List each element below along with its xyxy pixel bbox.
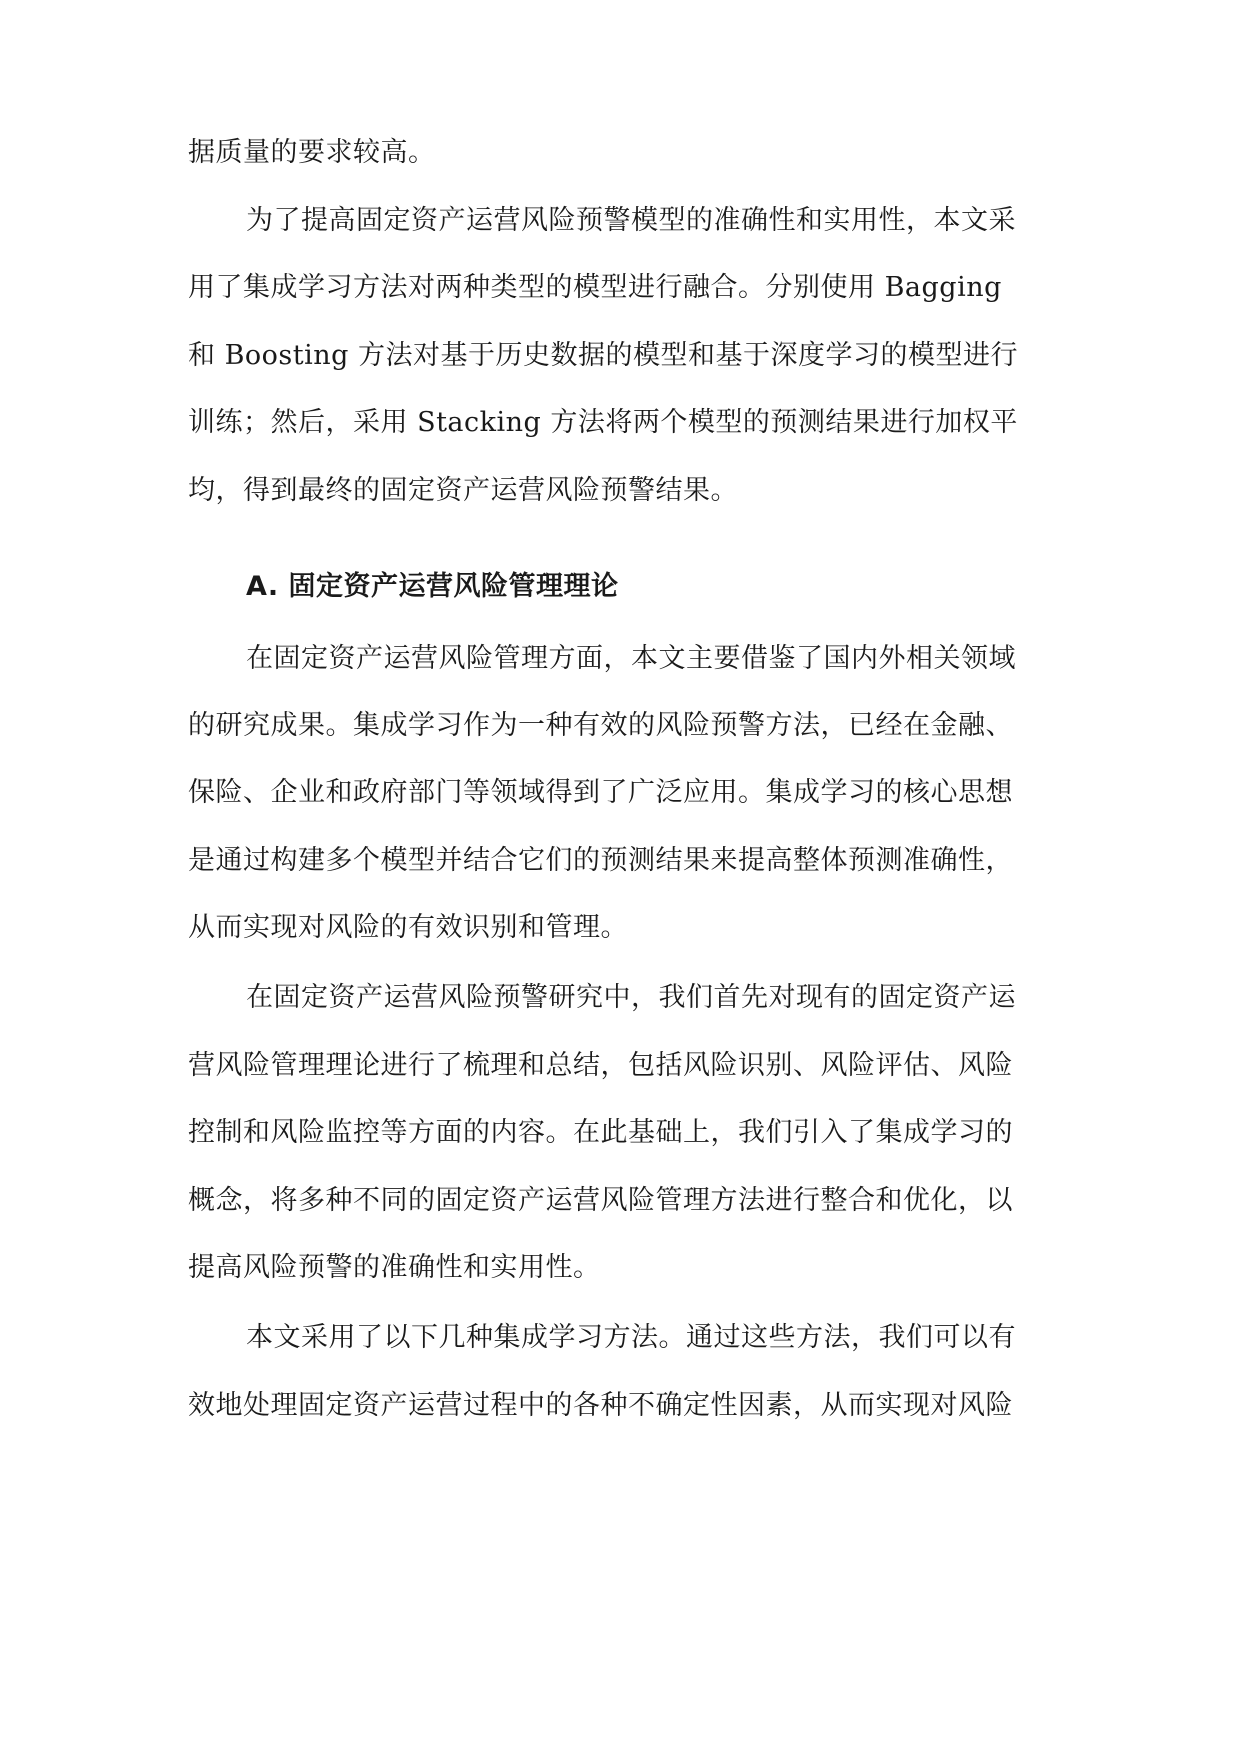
text-line: 保险、企业和政府部门等领域得到了广泛应用。集成学习的核心思想: [188, 777, 1013, 808]
text-line: 控制和风险监控等方面的内容。在此基础上，我们引入了集成学习的: [188, 1117, 1013, 1148]
text-line: 从而实现对风险的有效识别和管理。: [188, 912, 628, 943]
text-line: 在固定资产运营风险管理方面，本文主要借鉴了国内外相关领域: [246, 643, 1016, 674]
text-line: 提高风险预警的准确性和实用性。: [188, 1252, 601, 1283]
text-line: 和 Boosting 方法对基于历史数据的模型和基于深度学习的模型进行: [188, 340, 1019, 371]
section-heading: A. 固定资产运营风险管理理论: [246, 571, 619, 602]
text-line: 训练；然后，采用 Stacking 方法将两个模型的预测结果进行加权平: [188, 407, 1018, 438]
text-line: 为了提高固定资产运营风险预警模型的准确性和实用性，本文采: [246, 205, 1016, 236]
text-line: 概念，将多种不同的固定资产运营风险管理方法进行整合和优化，以: [188, 1185, 1013, 1216]
text-line: 均，得到最终的固定资产运营风险预警结果。: [188, 475, 738, 506]
text-line: 营风险管理理论进行了梳理和总结，包括风险识别、风险评估、风险: [188, 1050, 1013, 1081]
text-line: 是通过构建多个模型并结合它们的预测结果来提高整体预测准确性，: [188, 845, 1013, 876]
text-line: 在固定资产运营风险预警研究中，我们首先对现有的固定资产运: [246, 982, 1016, 1013]
text-line: 的研究成果。集成学习作为一种有效的风险预警方法，已经在金融、: [188, 710, 1013, 741]
text-line: 效地处理固定资产运营过程中的各种不确定性因素，从而实现对风险: [188, 1390, 1013, 1421]
text-line: 用了集成学习方法对两种类型的模型进行融合。分别使用 Bagging: [188, 272, 1002, 303]
text-line: 据质量的要求较高。: [188, 137, 436, 168]
text-line: 本文采用了以下几种集成学习方法。通过这些方法，我们可以有: [246, 1322, 1016, 1353]
